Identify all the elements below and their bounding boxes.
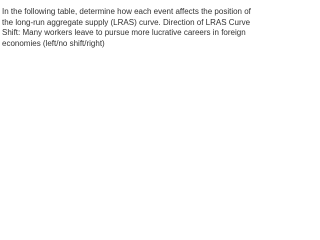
question-text: In the following table, determine how each event affects the position of the long-run aggregate supply (LRAS) curve. Direction of LRAS Curve Shift: Many workers leave to pursue more lucrative careers in foreign economies (left/no shift/right) xyxy=(2,7,251,48)
